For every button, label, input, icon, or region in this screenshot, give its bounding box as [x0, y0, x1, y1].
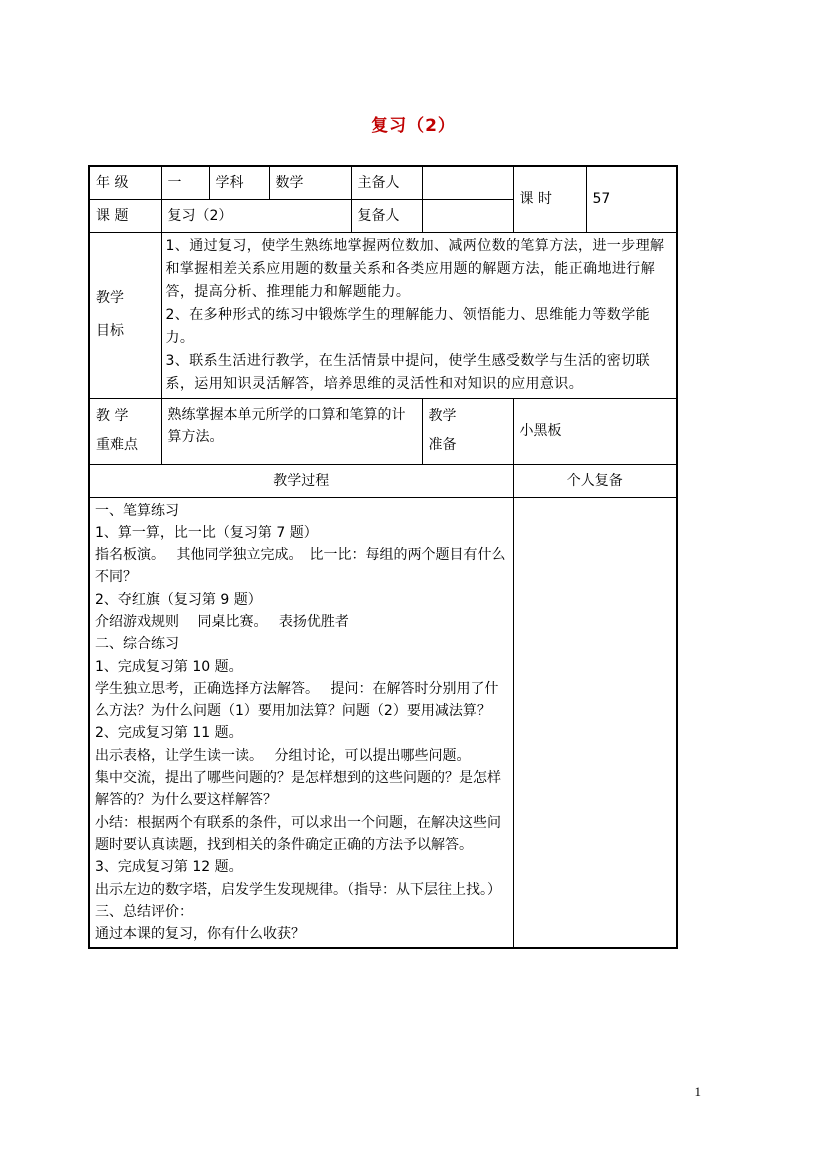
key-points-row [89, 398, 677, 464]
key-points-label-line2: 重难点 [96, 437, 138, 453]
prep-label-line2: 准备 [428, 437, 457, 453]
personal-review-header: 个人复备 [513, 464, 677, 497]
prep-label-line1: 教学 [428, 408, 457, 424]
hours-label: 课 时 [513, 166, 586, 232]
key-points-label [89, 398, 161, 464]
header-row-1 [89, 166, 677, 199]
process-line: 出示左边的数字塔，启发学生发现规律。（指导：从下层往上找。） [95, 881, 501, 898]
goal-item-1: 1、通过复习，使学生熟练地掌握两位数加、减两位数的笔算方法，进一步理解和掌握相差关系应用题的数量关系和各类应用题的解题方法，能正确地进行解答，提高分析、推理能力和解题能力。 [165, 237, 665, 300]
goals-row [89, 232, 677, 398]
subject-value: 数学 [269, 166, 351, 199]
process-line: 2、完成复习第 11 题。 [95, 725, 243, 742]
goals-content [161, 232, 677, 398]
process-line: 3、完成复习第 12 题。 [95, 859, 243, 876]
process-line: 1、算一算，比一比（复习第 7 题） [95, 524, 318, 541]
topic-value: 复习（2） [161, 199, 351, 232]
process-line: 通过本课的复习，你有什么收获？ [95, 926, 305, 943]
page-number: 1 [694, 1084, 701, 1099]
key-points-text: 熟练掌握本单元所学的口算和笔算的计算方法。 [161, 398, 422, 464]
process-row [89, 497, 677, 948]
key-points-label-line1: 教 学 [96, 408, 129, 424]
process-line: 1、完成复习第 10 题。 [95, 658, 243, 675]
goals-label [89, 232, 161, 398]
process-line: 2、夺红旗（复习第 9 题） [95, 591, 262, 608]
hours-value: 57 [586, 166, 677, 232]
goal-item-3: 3、联系生活进行教学，在生活情景中提问，使学生感受数学与生活的密切联系，运用知识灵活解答，培养思维的灵活性和对知识的应用意识。 [165, 352, 651, 392]
prep-value: 小黑板 [513, 398, 677, 464]
prep-label [422, 398, 513, 464]
process-header-row [89, 464, 677, 497]
process-line: 小结：根据两个有联系的条件，可以求出一个问题，在解决这些问题时要认真读题，找到相关的条件确定正确的方法予以解答。 [95, 814, 501, 853]
process-content [89, 497, 513, 948]
lesson-plan-table [88, 165, 678, 949]
process-line: 指名板演。 其他同学独立完成。 比一比：每组的两个题目有什么不同？ [95, 547, 506, 586]
process-line: 集中交流，提出了哪些问题的？是怎样想到的这些问题的？是怎样解答的？为什么要这样解答？ [95, 770, 501, 809]
process-header: 教学过程 [89, 464, 513, 497]
goals-label-line1: 教学 [96, 290, 124, 306]
goal-item-2: 2、在多种形式的练习中锻炼学生的理解能力、领悟能力、思维能力等数学能力。 [165, 306, 651, 346]
process-line: 介绍游戏规则 同桌比赛。 表扬优胜者 [95, 613, 349, 630]
preparer-value [422, 166, 513, 199]
reviewer-label: 复备人 [351, 199, 422, 232]
process-line: 一、笔算练习 [95, 502, 179, 519]
reviewer-value [422, 199, 513, 232]
process-line: 三、总结评价： [95, 903, 193, 920]
topic-label: 课 题 [89, 199, 161, 232]
process-line: 学生独立思考，正确选择方法解答。 提问：在解答时分别用了什么方法？为什么问题（1）要用加法算？问题（2）要用减法算？ [95, 680, 499, 720]
grade-value: 一 [161, 166, 209, 199]
subject-label: 学科 [209, 166, 269, 199]
preparer-label: 主备人 [351, 166, 422, 199]
grade-label: 年 级 [89, 166, 161, 199]
process-line: 二、综合练习 [95, 636, 179, 653]
personal-review-content [513, 497, 677, 948]
process-line: 出示表格，让学生读一读。 分组讨论，可以提出哪些问题。 [95, 747, 471, 764]
page-title: 复习（2） [371, 116, 456, 136]
goals-label-line2: 目标 [96, 323, 124, 339]
